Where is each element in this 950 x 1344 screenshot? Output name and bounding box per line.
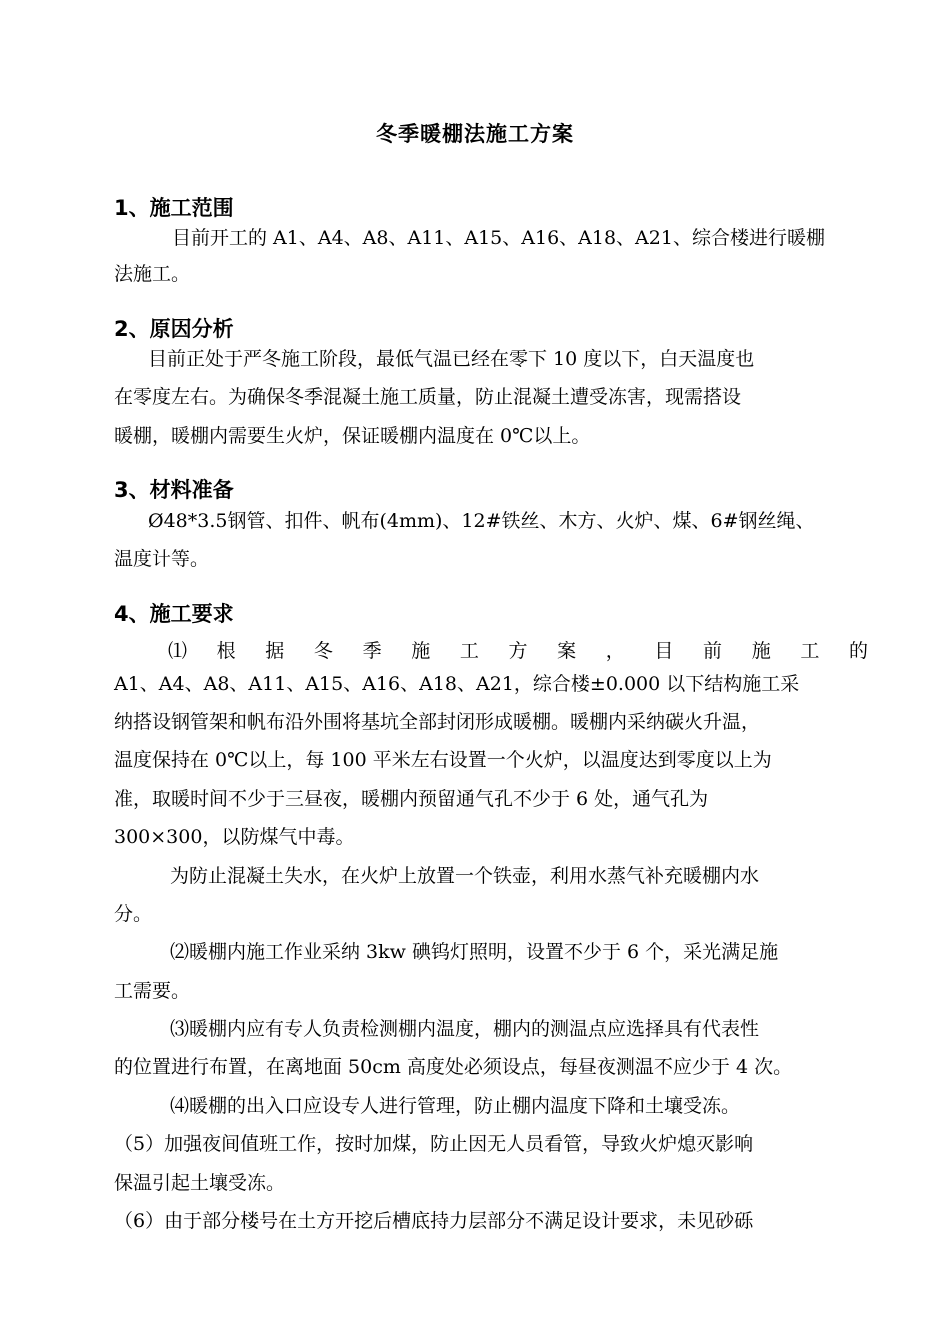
section-4-line-5: 为防止混凝土失水，在火炉上放置一个铁壶，利用水蒸气补充暖棚内水 [170, 865, 760, 887]
section-1-heading: 1、施工范围 [114, 196, 234, 220]
spread-char: 工 [459, 640, 479, 662]
spread-char: ， [605, 640, 625, 662]
section-2-line-2: 在零度左右。为确保冬季混凝土施工质量，防止混凝土遭受冻害，现需搭设 [114, 386, 742, 408]
section-2-heading: 2、原因分析 [114, 317, 234, 341]
section-3-line-1: Ø48*3.5钢管、扣件、帆布(4mm)、12#铁丝、木方、火炉、煤、6#钢丝绳、 [148, 510, 815, 532]
section-1-line-2: 法施工。 [114, 263, 191, 285]
section-4-line-14: （6）由于部分楼号在土方开挖后槽底持力层部分不满足设计要求，未见砂砾 [114, 1210, 754, 1232]
section-4-line-9: ⑶暖棚内应有专人负责检测棚内温度，棚内的测温点应选择具有代表性 [170, 1018, 760, 1040]
spread-char: 施 [751, 640, 771, 662]
section-4-line-13: 保温引起土壤受冻。 [114, 1172, 286, 1194]
spread-char: 案 [557, 640, 577, 662]
spread-char: 冬 [313, 640, 333, 662]
section-2-line-3: 暖棚，暖棚内需要生火炉，保证暖棚内温度在 0℃以上。 [114, 425, 591, 447]
spread-char: 季 [362, 640, 382, 662]
spread-char: 工 [800, 640, 820, 662]
section-4-line-11: ⑷暖棚的出入口应设专人进行管理，防止棚内温度下降和土壤受冻。 [170, 1095, 741, 1117]
section-4-line-12: （5）加强夜间值班工作，按时加煤，防止因无人员看管，导致火炉熄灭影响 [114, 1133, 754, 1155]
spread-char: 施 [411, 640, 431, 662]
spread-char: 的 [848, 640, 868, 662]
spread-char: 前 [703, 640, 723, 662]
section-4-line-3: 准，取暖时间不少于三昼夜，暖棚内预留通气孔不少于 6 处，通气孔为 [114, 788, 709, 810]
spread-char: 根 [216, 640, 236, 662]
section-1-line-1: 目前开工的 A1、A4、A8、A11、A15、A16、A18、A21、综合楼进行暖棚 [172, 227, 825, 249]
spread-char: 目 [654, 640, 674, 662]
spread-char: 方 [508, 640, 528, 662]
section-3-heading: 3、材料准备 [114, 478, 234, 502]
section-4-item-1-line-2: A1、A4、A8、A11、A15、A16、A18、A21，综合楼±0.000 以下结构施工采 [114, 673, 800, 695]
section-4-line-6: 分。 [114, 903, 153, 925]
spread-char: ⑴ [168, 640, 188, 662]
section-4-line-8: 工需要。 [114, 980, 191, 1002]
section-4-heading: 4、施工要求 [114, 602, 234, 626]
section-4-line-2: 温度保持在 0℃以上，每 100 平米左右设置一个火炉，以温度达到零度以上为 [114, 749, 772, 771]
section-2-line-1: 目前正处于严冬施工阶段，最低气温已经在零下 10 度以下，白天温度也 [148, 348, 755, 370]
section-4-line-4: 300×300，以防煤气中毒。 [114, 826, 355, 848]
document-title: 冬季暖棚法施工方案 [376, 122, 574, 146]
section-4-item-1-line-1 [168, 636, 868, 663]
section-4-line-7: ⑵暖棚内施工作业采纳 3kw 碘钨灯照明，设置不少于 6 个，采光满足施 [170, 941, 779, 963]
section-4-line-10: 的位置进行布置，在离地面 50cm 高度处必须设点，每昼夜测温不应少于 4 次。 [114, 1056, 793, 1078]
spread-char: 据 [265, 640, 285, 662]
section-4-line-1: 纳搭设钢管架和帆布沿外围将基坑全部封闭形成暖棚。暖棚内采纳碳火升温， [114, 711, 761, 733]
section-3-line-2: 温度计等。 [114, 548, 210, 570]
